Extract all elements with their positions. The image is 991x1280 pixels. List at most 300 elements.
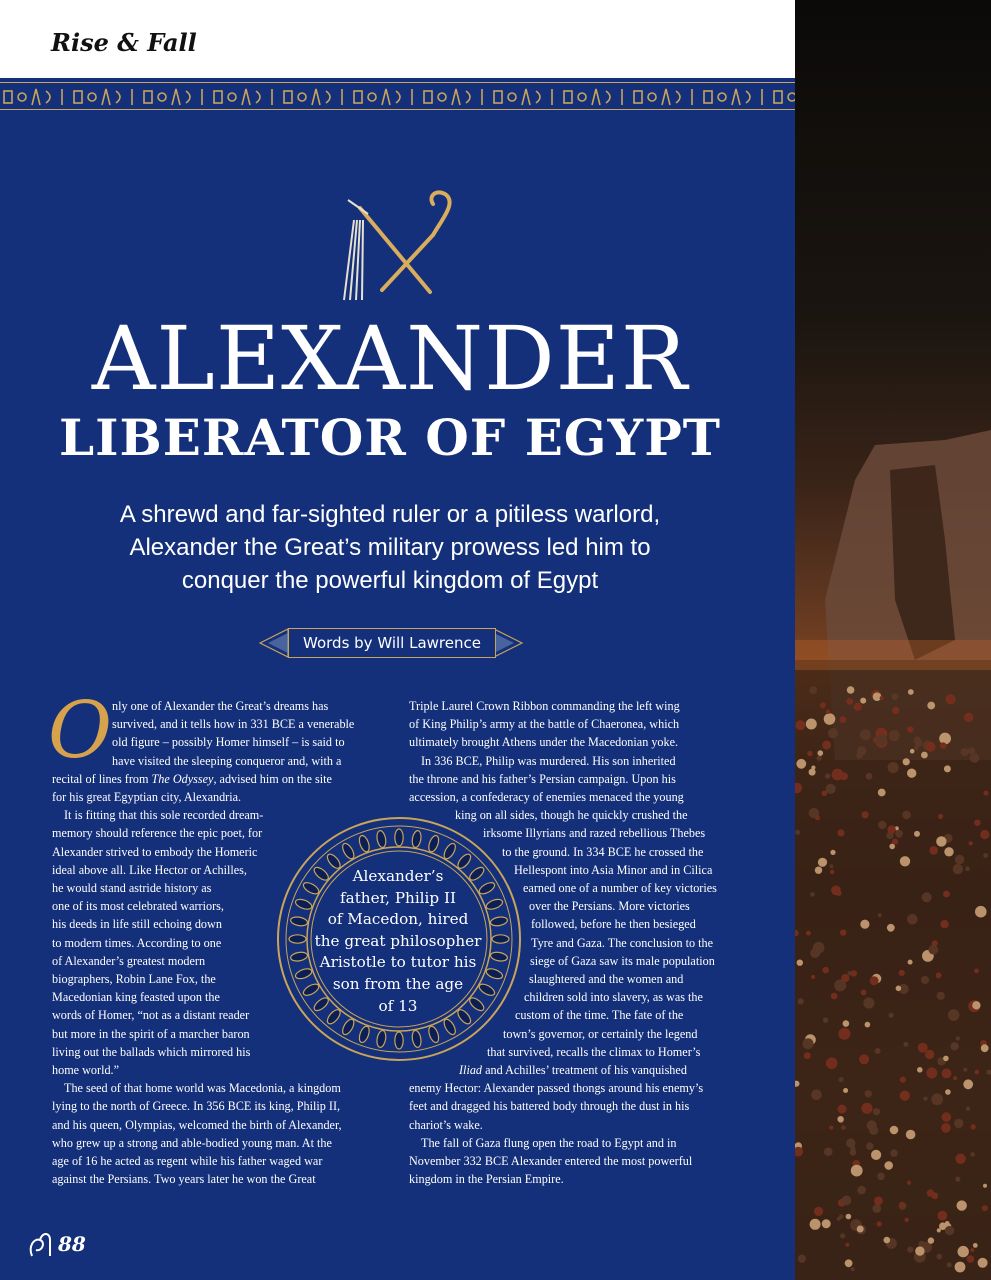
crowd-figure — [815, 815, 820, 820]
crowd-figure — [947, 1262, 952, 1267]
crowd-figure — [822, 1219, 831, 1228]
body-line-text: November 332 BCE Alexander entered the most powerful — [409, 1154, 693, 1169]
ring-petal — [395, 829, 403, 846]
crowd-figure — [851, 1165, 863, 1177]
crowd-figure — [829, 864, 833, 868]
crowd-figure — [830, 870, 834, 874]
body-line — [52, 1152, 354, 1170]
crowd-figure — [866, 1142, 874, 1150]
crowd-figure — [975, 1070, 980, 1075]
body-line — [52, 1097, 354, 1115]
crowd-figure — [914, 831, 920, 837]
body-line — [409, 770, 717, 788]
crowd-figure — [939, 733, 951, 745]
hieroglyph — [788, 93, 795, 101]
crowd-figure — [945, 694, 955, 704]
hieroglyph — [368, 93, 376, 101]
crowd-figure — [896, 986, 902, 992]
crowd-figure — [938, 814, 943, 819]
crowd-figure — [875, 1048, 881, 1054]
body-line-text: Hellespont into Asia Minor and in Cilica — [514, 862, 713, 877]
body-line-text: In 336 BCE, Philip was murdered. His son inherited — [421, 753, 676, 768]
hieroglyph — [438, 93, 446, 101]
body-line-text: words of Homer, “not as a distant reader — [52, 1008, 250, 1023]
body-line — [409, 1097, 717, 1115]
crowd-figure — [937, 992, 945, 1000]
body-line — [409, 715, 717, 733]
crowd-figure — [970, 1152, 975, 1157]
crowd-figure — [866, 773, 873, 780]
crowd-figure — [877, 1221, 882, 1226]
crowd-figure — [804, 1052, 811, 1059]
crowd-figure — [963, 1079, 973, 1089]
body-line — [52, 770, 354, 788]
body-line — [409, 1116, 717, 1134]
crowd-figure — [927, 702, 935, 710]
crowd-figure — [903, 1042, 908, 1047]
crowd-figure — [796, 759, 806, 769]
body-line-text: The fall of Gaza flung open the road to Egypt and in — [421, 1135, 677, 1150]
hieroglyph — [102, 89, 110, 105]
body-line-text: kingdom in the Persian Empire. — [409, 1172, 564, 1187]
crowd-figure — [980, 830, 989, 839]
body-line — [409, 1170, 717, 1188]
crowd-figure — [811, 1089, 822, 1100]
crowd-figure — [845, 1243, 849, 1247]
ring-petal — [395, 1032, 403, 1049]
crowd-figure — [892, 693, 899, 700]
band-rule-top — [0, 82, 795, 83]
body-line — [409, 1061, 717, 1079]
crowd-figure — [820, 702, 826, 708]
crowd-figure — [955, 1177, 960, 1182]
crowd-figure — [974, 820, 980, 826]
crowd-figure — [910, 749, 915, 754]
crowd-figure — [839, 716, 846, 723]
body-line-text: ideal above all. Like Hector or Achilles, — [52, 862, 247, 877]
crowd-figure — [829, 1126, 833, 1130]
hieroglyph — [144, 91, 152, 103]
body-line-text: memory should reference the epic poet, for — [52, 826, 263, 841]
body-line — [409, 1134, 717, 1152]
hieroglyph — [326, 91, 330, 103]
crowd-figure — [823, 967, 829, 973]
crowd-figure — [857, 746, 866, 755]
hieroglyph — [662, 89, 670, 105]
hieroglyph — [116, 91, 120, 103]
crowd-figure — [857, 1186, 866, 1195]
crowd-figure — [817, 756, 822, 761]
crowd-figure — [907, 1181, 911, 1185]
crowd-figure — [937, 1254, 943, 1260]
body-line — [409, 788, 717, 806]
crowd-figure — [857, 1226, 864, 1233]
body-line-text: chariot’s wake. — [409, 1117, 483, 1132]
crowd-figure — [907, 769, 916, 778]
crowd-figure — [908, 960, 913, 965]
crowd-figure — [948, 1009, 960, 1021]
hieroglyph-glyphs — [0, 85, 795, 109]
crowd-figure — [847, 686, 855, 694]
crowd-figure — [865, 1090, 872, 1097]
body-line — [52, 697, 354, 715]
crowd-figure — [953, 864, 963, 874]
hieroglyph — [396, 91, 400, 103]
hieroglyph — [284, 91, 292, 103]
hieroglyph — [312, 89, 320, 105]
hieroglyph — [46, 91, 50, 103]
hieroglyph — [704, 91, 712, 103]
crook-and-flail-icon — [330, 190, 460, 305]
body-line — [52, 1134, 354, 1152]
hieroglyph — [382, 89, 390, 105]
crowd-figure — [878, 789, 886, 797]
body-line-text: custom of the time. The fate of the — [515, 1008, 684, 1023]
crowd-figure — [929, 945, 939, 955]
crowd-figure — [870, 976, 879, 985]
hieroglyph — [648, 93, 656, 101]
crowd-figure — [966, 1107, 970, 1111]
crowd-figure — [961, 1156, 966, 1161]
body-line-text: and his queen, Olympias, welcomed the birth of Alexander, — [52, 1117, 342, 1132]
crowd-figure — [861, 990, 867, 996]
crowd-figure — [830, 850, 835, 855]
body-line — [52, 1170, 354, 1188]
crowd-figure — [921, 752, 928, 759]
hieroglyph — [606, 91, 610, 103]
crowd-figure — [795, 720, 805, 730]
crowd-figure — [936, 973, 942, 979]
body-line-text: lying to the north of Greece. In 356 BCE its king, Philip II, — [52, 1099, 341, 1114]
crowd-figure — [837, 1217, 841, 1221]
crowd-figure — [936, 836, 946, 846]
crowd-figure — [890, 1126, 899, 1135]
crowd-figure — [861, 1103, 872, 1114]
body-line-text: followed, before he then besieged — [531, 917, 696, 932]
crowd-figure — [955, 855, 965, 865]
crowd-figure — [798, 998, 804, 1004]
crowd-figure — [826, 784, 836, 794]
crowd-figure — [921, 976, 929, 984]
crowd-figure — [945, 1226, 954, 1235]
crowd-figure — [873, 1108, 880, 1115]
crowd-figure — [917, 1067, 923, 1073]
crowd-figure — [956, 1036, 960, 1040]
crowd-figure — [926, 742, 936, 752]
work-title: The Odyssey — [151, 771, 214, 786]
body-line-text: for his great Egyptian city, Alexandria. — [52, 790, 242, 805]
crowd-figure — [950, 1042, 958, 1050]
crowd-figure — [971, 1124, 976, 1129]
pullquote-line: of Macedon, hired — [327, 910, 469, 929]
crowd-figure — [905, 1218, 909, 1222]
crowd-figure — [889, 1013, 894, 1018]
hieroglyph — [424, 91, 432, 103]
hieroglyph — [172, 89, 180, 105]
crowd-figure — [981, 1044, 989, 1052]
hieroglyph — [508, 93, 516, 101]
body-line-text: enemy Hector: Alexander passed thongs around his enemy’s — [409, 1081, 704, 1096]
hieroglyph — [32, 89, 40, 105]
crowd-figure — [803, 1038, 814, 1049]
hieroglyph — [564, 91, 572, 103]
standfirst-line: A shrewd and far-sighted ruler or a pitiless warlord, — [119, 501, 661, 528]
body-line-text: he would stand astride history as — [52, 881, 212, 896]
hieroglyph — [578, 93, 586, 101]
band-rule-bottom — [0, 109, 795, 110]
body-line-text: town’s governor, or certainly the legend — [503, 1026, 698, 1041]
hieroglyph — [256, 91, 260, 103]
crowd-figure — [871, 1150, 881, 1160]
body-line — [409, 1152, 717, 1170]
crowd-figure — [926, 1068, 937, 1079]
body-line-text: children sold into slavery, as was the — [524, 990, 703, 1005]
pullquote-line: the great philosopher — [314, 931, 482, 950]
crowd-figure — [953, 1076, 957, 1080]
byline: Words by Will Lawrence — [288, 628, 496, 658]
crowd-figure — [814, 1207, 823, 1216]
pullquote — [300, 866, 496, 1017]
crowd-figure — [929, 846, 938, 855]
page-number: 88 — [58, 1232, 86, 1256]
body-line — [52, 1116, 354, 1134]
hieroglyph — [228, 93, 236, 101]
hieroglyph — [746, 91, 750, 103]
crowd-figure — [826, 1057, 838, 1069]
body-line — [52, 715, 354, 733]
hieroglyph — [214, 91, 222, 103]
crowd-figure — [895, 830, 903, 838]
crowd-figure — [967, 1255, 975, 1263]
crowd-figure — [878, 821, 886, 829]
crowd-figure — [860, 920, 869, 929]
crowd-figure — [873, 1204, 882, 1213]
hieroglyph — [634, 91, 642, 103]
crowd-figure — [900, 1077, 906, 1083]
hieroglyph — [536, 91, 540, 103]
body-line-text: home world.” — [52, 1063, 120, 1078]
crowd-figure — [900, 1091, 910, 1101]
crowd-figure — [957, 1200, 967, 1210]
pullquote-line: father, Philip II — [340, 888, 456, 907]
body-line-text: old figure – possibly Homer himself – is said to — [112, 735, 345, 750]
hieroglyph — [158, 93, 166, 101]
crowd-figure — [798, 1255, 806, 1263]
hieroglyph — [354, 91, 362, 103]
crowd-figure — [810, 892, 815, 897]
crowd-figure — [840, 929, 846, 935]
battle-scene-image — [795, 0, 991, 1280]
hieroglyph — [718, 93, 726, 101]
crowd-figure — [838, 1028, 850, 1040]
cobra-icon — [26, 1228, 54, 1260]
crowd-figure — [860, 698, 866, 704]
crowd-figure — [876, 734, 887, 745]
hieroglyph — [592, 89, 600, 105]
crowd-figure — [974, 969, 979, 974]
crowd-figure — [806, 719, 817, 730]
hieroglyph — [88, 93, 96, 101]
body-line-text: The seed of that home world was Macedonia, a kingdom — [64, 1081, 341, 1096]
hieroglyph — [676, 91, 680, 103]
crowd-figure — [970, 753, 980, 763]
body-line-text: against the Persians. Two years later he won the Great — [52, 1172, 316, 1187]
crowd-figure — [859, 1054, 869, 1064]
pullquote-line: Alexander’s — [352, 867, 444, 885]
body-line — [409, 697, 717, 715]
body-line-text: the throne and his father’s Persian campaign. Upon his — [409, 771, 676, 786]
crowd-figure — [955, 1262, 966, 1273]
crowd-figure — [845, 1259, 853, 1267]
hieroglyph — [186, 91, 190, 103]
crowd-figure — [851, 970, 857, 976]
crowd-figure — [970, 1248, 974, 1252]
crowd-figure — [983, 1184, 987, 1188]
crowd-figure — [887, 825, 895, 833]
crowd-figure — [938, 1211, 948, 1221]
hieroglyph — [18, 93, 26, 101]
hieroglyph — [522, 89, 530, 105]
crowd-figure — [915, 1246, 924, 1255]
crowd-figure — [815, 867, 822, 874]
body-line-text: to the ground. In 334 BCE he crossed the — [502, 844, 704, 859]
crowd-figure — [899, 970, 905, 976]
crowd-figure — [973, 1243, 978, 1248]
crowd-figure — [925, 1050, 934, 1059]
crowd-figure — [958, 1246, 969, 1257]
crowd-figure — [940, 920, 948, 928]
crowd-figure — [863, 998, 874, 1009]
crowd-figure — [867, 1120, 877, 1130]
crowd-figure — [825, 773, 830, 778]
crowd-figure — [822, 741, 831, 750]
body-line-text: his deeds in life still echoing down — [52, 917, 222, 932]
crowd-figure — [840, 1233, 845, 1238]
crowd-figure — [889, 730, 900, 741]
crowd-figure — [874, 1197, 883, 1206]
crowd-figure — [944, 847, 953, 856]
crowd-figure — [903, 758, 910, 765]
crowd-figure — [945, 1089, 951, 1095]
crowd-figure — [944, 765, 951, 772]
body-line-text: have visited the sleeping conqueror and, with a — [112, 753, 342, 768]
crowd-figure — [843, 1088, 848, 1093]
crowd-figure — [963, 1068, 967, 1072]
crowd-figure — [945, 1221, 950, 1226]
crowd-figure — [818, 858, 827, 867]
body-line-text: nly one of Alexander the Great’s dreams has — [112, 699, 329, 713]
crowd-figure — [902, 811, 911, 820]
crowd-figure — [892, 839, 898, 845]
standfirst — [80, 498, 700, 597]
hieroglyph — [452, 89, 460, 105]
body-line-text: that survived, recalls the climax to Homer’s — [487, 1044, 701, 1059]
crowd-figure — [846, 698, 853, 705]
crowd-figure — [931, 1192, 938, 1199]
crowd-figure — [797, 960, 803, 966]
hieroglyph — [466, 91, 470, 103]
crowd-figure — [907, 726, 913, 732]
crowd-figure — [972, 1001, 980, 1009]
crowd-figure — [831, 993, 838, 1000]
crowd-figure — [932, 940, 938, 946]
standfirst-line: Alexander the Great’s military prowess led him to — [129, 534, 651, 561]
crowd-figure — [888, 762, 899, 773]
body-line-text: earned one of a number of key victories — [523, 881, 717, 896]
crowd-figure — [908, 689, 914, 695]
crowd-figure — [834, 979, 846, 991]
crowd-figure — [984, 791, 989, 796]
crowd-figure — [877, 1173, 885, 1181]
body-line-text: Triple Laurel Crown Ribbon commanding the left wing — [409, 699, 680, 713]
crowd-figure — [795, 830, 800, 835]
hieroglyph — [242, 89, 250, 105]
crowd-figure — [923, 1097, 927, 1101]
body-line-text: feet and dragged his battered body through the dust in his — [409, 1099, 690, 1114]
body-line-text: living out the ballads which mirrored his — [52, 1044, 251, 1059]
body-line — [409, 1079, 717, 1097]
crowd-figure — [851, 1267, 855, 1271]
crowd-figure — [906, 1130, 916, 1140]
crowd-figure — [961, 748, 969, 756]
crowd-figure — [922, 892, 932, 902]
crowd-figure — [884, 1161, 893, 1170]
crowd-figure — [837, 1116, 843, 1122]
crowd-figure — [846, 1214, 852, 1220]
body-line-text: king on all sides, though he quickly crushed the — [455, 808, 688, 823]
crowd-figure — [840, 772, 848, 780]
body-line-text: who grew up a strong and able-bodied young man. At the — [52, 1135, 332, 1150]
crowd-figure — [843, 1020, 850, 1027]
crowd-figure — [841, 1125, 846, 1130]
crowd-figure — [965, 866, 970, 871]
crowd-figure — [880, 696, 884, 700]
body-line-text: one of its most celebrated warriors, — [52, 899, 224, 914]
crowd-figure — [873, 692, 882, 701]
article-title: ALEXANDER — [91, 307, 689, 410]
body-line — [52, 1079, 354, 1097]
hieroglyph — [494, 91, 502, 103]
body-line-text: siege of Gaza saw its male population — [530, 953, 715, 968]
standfirst-line: conquer the powerful kingdom of Egypt — [181, 567, 599, 594]
crowd-figure — [842, 1196, 852, 1206]
body-line-text: accession, a confederacy of enemies menaced the young — [409, 790, 684, 805]
crowd-figure — [943, 1056, 949, 1062]
crowd-figure — [838, 829, 845, 836]
body-line — [409, 733, 717, 751]
crowd-figure — [969, 841, 973, 845]
hieroglyph-border — [0, 78, 795, 114]
crowd-figure — [806, 931, 811, 936]
hieroglyph — [298, 93, 306, 101]
crowd-figure — [928, 1237, 934, 1243]
hieroglyph — [74, 91, 82, 103]
body-line-text: survived, and it tells how in 331 BCE a venerable — [112, 717, 355, 732]
crowd-figure — [839, 1077, 844, 1082]
crowd-figure — [826, 709, 831, 714]
crowd-figure — [810, 948, 820, 958]
crowd-figure — [836, 890, 842, 896]
section-title: Rise & Fall — [51, 28, 197, 57]
crowd-figure — [942, 1112, 952, 1122]
crowd-figure — [818, 750, 824, 756]
crowd-figure — [823, 1017, 828, 1022]
crowd-figure — [890, 1149, 897, 1156]
crowd-figure — [828, 728, 838, 738]
body-line-text: age of 16 he acted as regent while his father waged war — [52, 1154, 323, 1169]
hieroglyph — [732, 89, 740, 105]
hieroglyph — [774, 91, 782, 103]
